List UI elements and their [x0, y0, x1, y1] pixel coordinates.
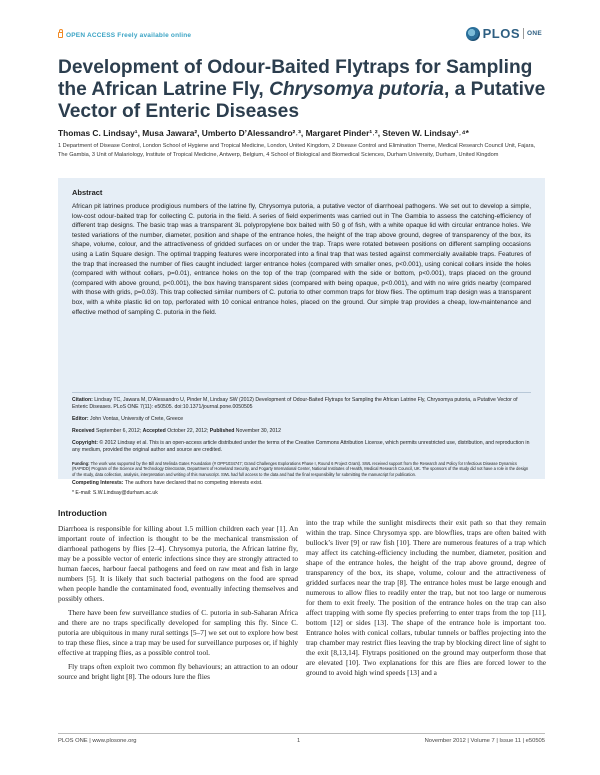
title-part-2: , a Putative Vector of Enteric Diseases [58, 79, 546, 122]
top-bar [58, 26, 542, 46]
received-date: September 6, 2012; [96, 428, 142, 434]
open-access-banner [58, 32, 191, 39]
citation-label: Citation: [72, 397, 93, 403]
open-lock-icon [58, 32, 63, 38]
published-date: November 30, 2012 [235, 428, 281, 434]
page-footer [58, 738, 545, 750]
intro-paragraph-4: into the trap while the sunlight misdirects their exit path so that they remain within the trap. Since Chrysomya spp. are blowflies, traps are often baited with bullock’s liver [9] or raw fish [10]. There are numerous features of a trap which may affect its catching-efficiency including the number, diameter, position and shape of the entrance holes, the height of the trap above ground, degree of transparency of the box, its shape, volume, colour and the attractiveness of gridded surfaces near the trap [8]. The entrance holes must be large enough and numerous to allow flies to readily enter the trap, but not too large or numerous for them to exit freely. The position of the entrance holes on the trap can also affect trapping with some fly species preferring to enter traps from the top [11], bottom [12] or sides [13]. The shape of the entrance hole is important too. Entrance holes with conical collars, tubular tunnels or baffles projecting into the trap chamber may restrict flies leaving the trap by blocking direct line of sight to the exit [8,13,14]. Flytraps positioned on the ground may outperform those that are elevated [10]. Two explanations for this are flies are forced lower to the ground to avoid high wind speeds [13] and a [306, 518, 546, 677]
published-label: Published [209, 428, 235, 434]
copyright [72, 440, 531, 455]
article-title [58, 57, 548, 123]
editor [72, 416, 531, 423]
competing-text: The authors have declared that no competing interests exist. [124, 480, 263, 486]
footer-divider [58, 733, 545, 734]
column-left [58, 508, 298, 686]
journal-brand: PLOS [482, 26, 520, 41]
footer-journal: PLOS ONE | www.plosone.org [58, 738, 137, 744]
introduction-heading: Introduction [58, 508, 107, 518]
footer-issue: November 2012 | Volume 7 | Issue 11 | e50505 [424, 738, 545, 744]
dates [72, 428, 531, 435]
editor-label: Editor: [72, 416, 89, 422]
page-number: 1 [297, 738, 301, 744]
intro-paragraph-1: Diarrhoea is responsible for killing about 1.5 million children each year [1]. An important route of infection is thought to be the mechanical transmission of diarrhoeal pathogens by flies [2–4]. Chrysomya putoria, the African latrine fly, may be a possible vector of enteric infections since they are strongly attracted to human faeces, harbour faecal pathogens and feed on raw meat and fish in large numbers [5]. It is likely that such bacterial pathogens on the food are spread when people handle the contaminated food, eventually infecting themselves and possibly others. [58, 524, 298, 603]
plos-logo-icon [466, 27, 480, 41]
copyright-text: © 2012 Lindsay et al. This is an open-access article distributed under the terms of the Creative Commons Attribution License, which permits unrestricted use, distribution, and reproduction in any medium, provided the original author and source are credited. [72, 440, 530, 454]
funding [72, 461, 531, 477]
author-list: Thomas C. Lindsay¹, Musa Jawara², Umberto D’Alessandro²˒³, Margaret Pinder¹˒², Steven W. Lindsay¹˒⁴* [58, 128, 469, 138]
editor-text: John Vontas, University of Crete, Greece [90, 416, 184, 422]
competing-interests [72, 480, 532, 487]
received-label: Received [72, 428, 95, 434]
abstract-text: African pit latrines produce prodigious numbers of the latrine fly, Chrysomya putoria, a putative vector of diarrhoeal pathogens. We set out to develop a simple, low-cost odour-baited trap for collecting C. putoria in the field. A series of field experiments was carried out in The Gambia to assess the catching-efficiency of different trap designs. The basic trap was a transparent 3L polypropylene box baited with 50 g of fish, with a white opaque lid with circular entrance holes. We tested variations of the number, diameter, position and shape of the entrance holes, the height of the trap above ground, degree of transparency of the box, its shape, volume, colour, and the attractiveness of gridded surfaces on or under the trap. Traps were rotated between positions on different sampling occasions using a Latin Square design. The optimal trapping features were incorporated into a final trap that was tested against commercially available traps. Features of the trap that increased the number of flies caught included: larger entrance holes (compared with smaller ones, p<0.001), using conical collars inside the holes (compared with without collars, p=0.01), entrance holes on the top of the trap (compared with the side or bottom, p<0.001), traps placed on the ground (compared with above ground, p<0.001), the box having transparent sides (compared with being opaque, p<0.001), and with no wire grids nearby (compared with those with grids, p=0.03). This trap collected similar numbers of C. putoria to other common traps for blow flies. The optimum trap design was a transparent box, with a white plastic lid on top, perforated with 10 conical entrance holes, placed on the ground. Our simple trap provides a cheap, low-maintenance and effective method of sampling C. putoria in the field. [72, 203, 531, 316]
column-right [306, 518, 546, 682]
journal-logo [466, 26, 542, 41]
title-species: Chrysomya putoria [269, 79, 444, 100]
intro-paragraph-2: There have been few surveillance studies of C. putoria in sub-Saharan Africa and there are no traps specifically developed for sampling this fly. Since C. putoria are ubiquitous in many rural settings [5–7] we set out to explore how best to trap these flies, since a trap may be used for surveillance purposes or, if highly effective at trapping flies, as a possible control tool. [58, 608, 298, 657]
abstract-heading: Abstract [72, 188, 103, 197]
journal-sub: ONE [527, 30, 542, 37]
logo-divider [523, 28, 524, 39]
abstract-box [58, 178, 545, 479]
intro-paragraph-3: Fly traps often exploit two common fly behaviours; an attraction to an odour source and bright light [8]. The odours lure the flies [58, 662, 298, 681]
abstract-divider [72, 392, 531, 393]
copyright-label: Copyright: [72, 440, 98, 446]
accepted-label: Accepted [142, 428, 166, 434]
competing-label: Competing Interests: [72, 480, 124, 486]
open-access-text: OPEN ACCESS Freely available online [66, 32, 192, 39]
email: * E-mail: S.W.Lindsay@durham.ac.uk [72, 490, 158, 496]
accepted-date: October 22, 2012; [167, 428, 209, 434]
funding-label: Funding: [72, 461, 90, 466]
title-part-1: Development of Odour-Baited Flytraps for Sampling the African Latrine Fly, [58, 57, 533, 100]
citation [72, 397, 531, 412]
affiliations: 1 Department of Disease Control, London School of Hygiene and Tropical Medicine, London, United Kingdom, 2 Disease Control and Elimination Theme, Medical Research Council Unit, Fajara, The Gambia, 3 Unit of Malariology, Institute of Tropical Medicine, Antwerp, Belgium, 4 School of Biological and Biomedical Sciences, Durham University, Durham, United Kingdom [58, 143, 536, 158]
funding-text: The work was supported by the Bill and Melinda Gates Foundation (# OPP1034747; Grand Challenges Explorations Phase I, Round 6 Project Grant). SWL received support from the Research and Policy for Infectious Disease Dynamics (RAPIDD) Program of the Science and Technology Directorate, Department of Homeland Security, and Fogarty International Center, National Institutes of Health, Medical Research Council, UK. The sponsors of the study did not have a role in the design of the study, data collection, analysis, interpretation and writing of this manuscript. SWL had full access to the data and had the final responsibility for submitting the manuscript for publication. [72, 461, 529, 477]
citation-text: Lindsay TC, Jawara M, D’Alessandro U, Pinder M, Lindsay SW (2012) Development of Odour-Baited Flytraps for Sampling the African Latrine Fly, Chrysomya putoria, a Putative Vector of Enteric Diseases. PLoS ONE 7(11): e50505. doi:10.1371/journal.pone.0050505 [72, 397, 518, 411]
